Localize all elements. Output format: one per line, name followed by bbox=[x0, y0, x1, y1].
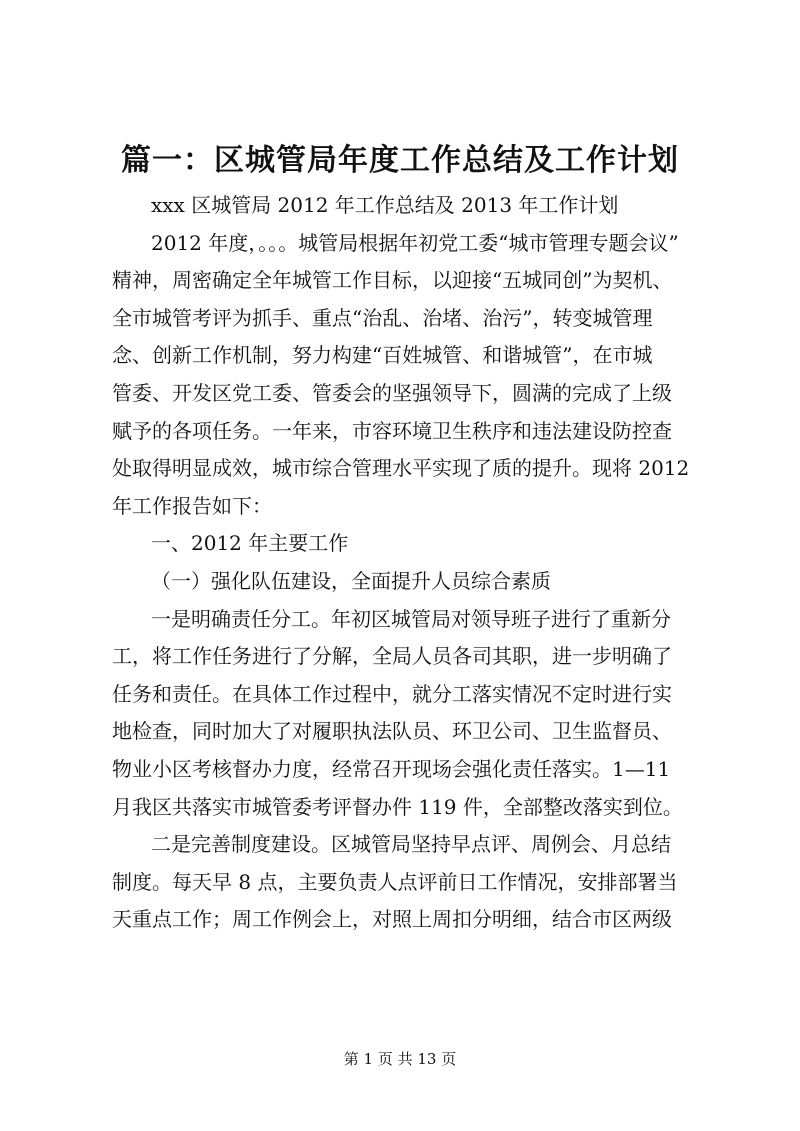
paragraph-line: 管委、开发区党工委、管委会的坚强领导下，圆满的完成了上级 bbox=[112, 380, 672, 405]
paragraph-line: 年工作报告如下： bbox=[112, 493, 272, 518]
paragraph-line: 一是明确责任分工。年初区城管局对领导班子进行了重新分 bbox=[151, 606, 671, 631]
section-heading: 一、2012 年主要工作 bbox=[151, 531, 349, 556]
paragraph-line: 处取得明显成效，城市综合管理水平实现了质的提升。现将 2012 bbox=[112, 456, 690, 481]
paragraph-line: 精神，周密确定全年城管工作目标，以迎接“五城同创”为契机、 bbox=[112, 268, 673, 293]
document-body bbox=[112, 187, 712, 939]
page-number-footer: 第 1 页 共 13 页 bbox=[343, 1050, 457, 1068]
paragraph-line: 工，将工作任务进行了分解，全局人员各司其职，进一步明确了 bbox=[112, 644, 672, 669]
paragraph-line: 地检查，同时加大了对履职执法队员、环卫公司、卫生监督员、 bbox=[112, 719, 672, 744]
paragraph-line: 月我区共落实市城管委考评督办件 119 件，全部整改落实到位。 bbox=[112, 794, 683, 819]
paragraph-line: 全市城管考评为抓手、重点“治乱、治堵、治污”，转变城管理 bbox=[112, 305, 653, 330]
paragraph-line: 制度。每天早 8 点，主要负责人点评前日工作情况，安排部署当 bbox=[112, 869, 678, 894]
paragraph-line: 二是完善制度建设。区城管局坚持早点评、周例会、月总结 bbox=[151, 832, 671, 857]
paragraph-line: 任务和责任。在具体工作过程中，就分工落实情况不定时进行实 bbox=[112, 681, 672, 706]
paragraph-line: 念、创新工作机制，努力构建“百姓城管、和谐城管”，在市城 bbox=[112, 343, 653, 368]
paragraph-line: 天重点工作；周工作例会上，对照上周扣分明细，结合市区两级 bbox=[112, 907, 672, 932]
paragraph-line: 2012 年度，。。。城管局根据年初党工委“城市管理专题会议” bbox=[151, 230, 679, 255]
subsection-heading: （一）强化队伍建设，全面提升人员综合素质 bbox=[151, 568, 551, 593]
subtitle-line: xxx 区城管局 2012 年工作总结及 2013 年工作计划 bbox=[151, 193, 619, 217]
paragraph-line: 物业小区考核督办力度，经常召开现场会强化责任落实。1—11 bbox=[112, 756, 671, 781]
document-title: 篇一：区城管局年度工作总结及工作计划 bbox=[121, 143, 679, 178]
paragraph-line: 赋予的各项任务。一年来，市容环境卫生秩序和违法建设防控查 bbox=[112, 418, 672, 443]
